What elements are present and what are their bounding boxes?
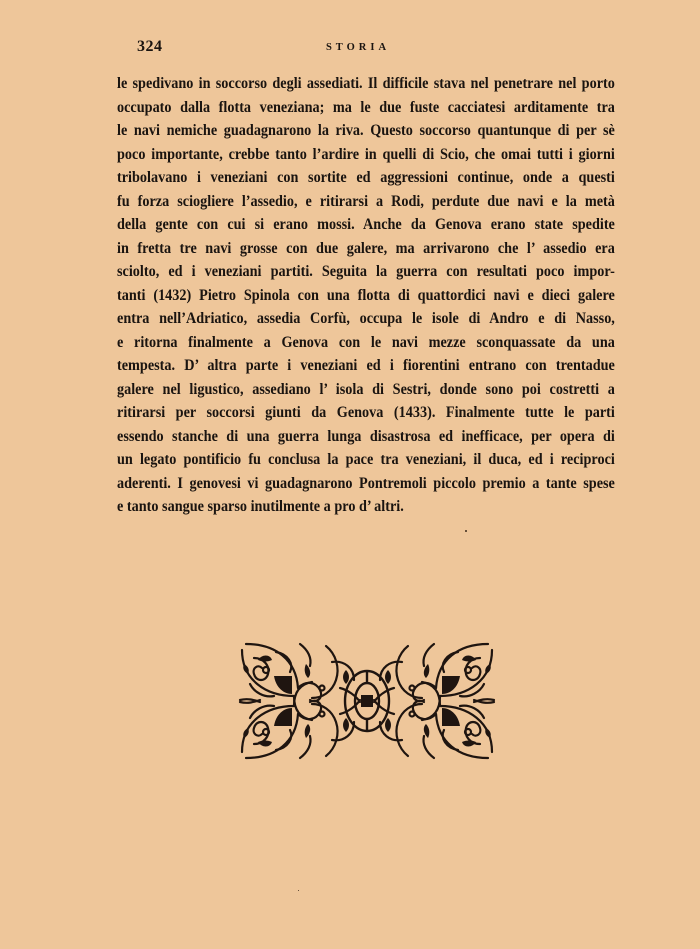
text-line: sciolto, ed i veneziani partiti. Seguita la guerra con resultati poco impor- [117,263,615,280]
text-line: occupato dalla flotta veneziana; ma le due fuste cacciatesi arditamente tra [117,98,615,116]
running-title: STORIA [325,42,391,53]
text-line: essendo stanche di una guerra lunga disastrosa ed inefficace, per opera di [117,427,615,445]
text-line: le navi nemiche guadagnarono la riva. Questo soccorso quantunque di per sè [117,122,615,139]
text-line: e tanto sangue sparso inutilmente a pro d’ altri. [117,498,404,515]
text-line: un legato pontificio fu conclusa la pace tra veneziani, il duca, ed i reciproci [117,451,615,468]
text-line: fu forza sciogliere l’assedio, e ritirarsi a Rodi, perdute due navi e la metà [117,192,615,210]
text-line: tribolavano i veneziani con sortite ed aggressioni continue, onde a questi [117,169,615,186]
page-number: 324 [137,38,163,55]
text-line: in fretta tre navi grosse con due galere, ma arrivarono che l’ assedio era [117,239,615,257]
ink-speck [298,890,299,891]
text-line: della gente con cui si erano mossi. Anche da Genova erano state spedite [117,216,615,233]
text-line: le spedivano in soccorso degli assediati. Il difficile stava nel penetrare nel porto [117,75,615,92]
text-line: tempesta. D’ altra parte i veneziani ed i fiorentini entrano con trentadue [117,357,615,374]
text-line: entra nell’Adriatico, assedia Corfù, occupa le isole di Andro e di Nasso, [117,310,615,327]
text-line: aderenti. I genovesi vi guadagnarono Pontremoli piccolo premio a tante spese [117,474,615,492]
text-line: e ritorna finalmente a Genova con le navi mezze sconquassate da una [117,333,615,351]
ink-speck [465,530,467,532]
body-text [117,72,615,519]
text-line: galere nel ligustico, assediano l’ isola di Sestri, donde sono poi costretti a [117,380,615,398]
floral-ornament [236,640,498,762]
text-line: ritirarsi per soccorsi giunti da Genova (1433). Finalmente tutte le parti [117,404,615,421]
text-line: tanti (1432) Pietro Spinola con una flotta di quattordici navi e dieci galere [117,286,615,304]
text-line: poco importante, crebbe tanto l’ardire in quelli di Scio, che omai tutti i giorni [117,145,615,163]
